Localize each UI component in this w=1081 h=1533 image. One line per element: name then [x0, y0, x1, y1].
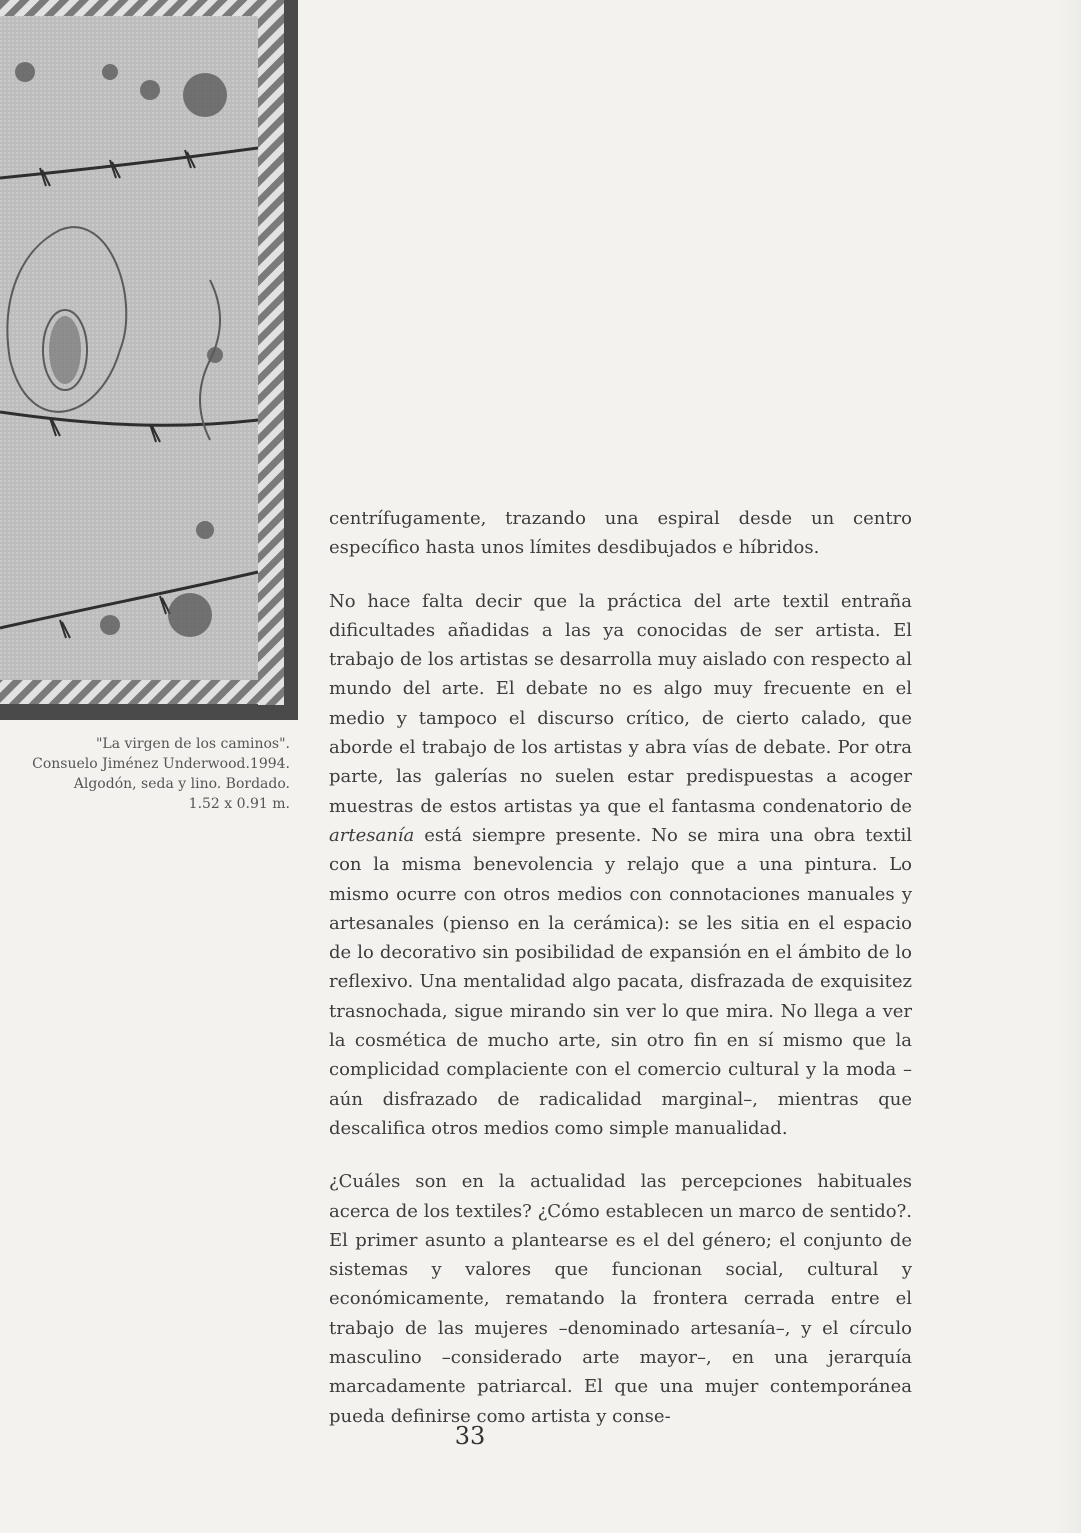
page-number: 33	[454, 1422, 486, 1450]
caption-dimensions: 1.52 x 0.91 m.	[188, 796, 290, 812]
caption-materials: Algodón, seda y lino. Bordado.	[73, 776, 290, 792]
caption-artist: Consuelo Jiménez Underwood.1994.	[32, 756, 290, 772]
page-edge	[1058, 0, 1081, 1533]
caption-title: "La virgen de los caminos".	[95, 736, 290, 752]
paragraph-3: ¿Cuáles son en la actualidad las percepciones habituales acerca de los textiles? ¿Cómo establecen un marco de sentido?. El primer asunto a plantearse es el del género; el conjunto de sistemas y valores que funcionan social, cultural y económicamente, rematando la frontera cerrada entre el trabajo de las mujeres –denominado artesanía–, y el círculo masculino –considerado arte mayor–, en una jerarquía marcadamente patriarcal. El que una mujer contemporánea pueda definirse como artista y conse-	[329, 1171, 912, 1427]
paragraph-2	[329, 587, 912, 1144]
article-body	[329, 504, 912, 1455]
paragraph-2-text-b: está siempre presente. No se mira una obra textil con la misma benevolencia y relajo que a una pintura. Lo mismo ocurre con otros medios con connotaciones manuales y artesanales (pienso en la cerámica): se les sitia en el espacio de lo decorativo sin posibilidad de expansión en el ámbito de lo reflexivo. Una mentalidad algo pacata, disfrazada de exquisitez trasnochada, sigue mirando sin ver lo que mira. No llega a ver la cosmética de mucho arte, sin otro fin en sí mismo que la complicidad complaciente con el comercio cultural y la moda –aún disfrazado de radicalidad marginal–, mientras que descalifica otros medios como simple manualidad.	[329, 824, 912, 1139]
paragraph-2-emphasis: artesanía	[329, 824, 415, 846]
paragraph-2-text-a: No hace falta decir que la práctica del arte textil entraña dificultades añadidas a las ya conocidas de ser artista. El trabajo de los artistas se desarrolla muy aislado con respecto al mundo del arte. El debate no es algo muy frecuente en el medio y tampoco el discurso crítico, de cierto calado, que aborde el trabajo de los artistas y abra vías de debate. Por otra parte, las galerías no suelen estar predispuestas a acoger muestras de estos artistas ya que el fantasma condenatorio de	[329, 590, 912, 817]
figure-caption	[20, 734, 290, 814]
paragraph-1: centrífugamente, trazando una espiral desde un centro específico hasta unos límites desdibujados e híbridos.	[329, 508, 912, 559]
embroidered-textile-photo	[0, 0, 298, 720]
